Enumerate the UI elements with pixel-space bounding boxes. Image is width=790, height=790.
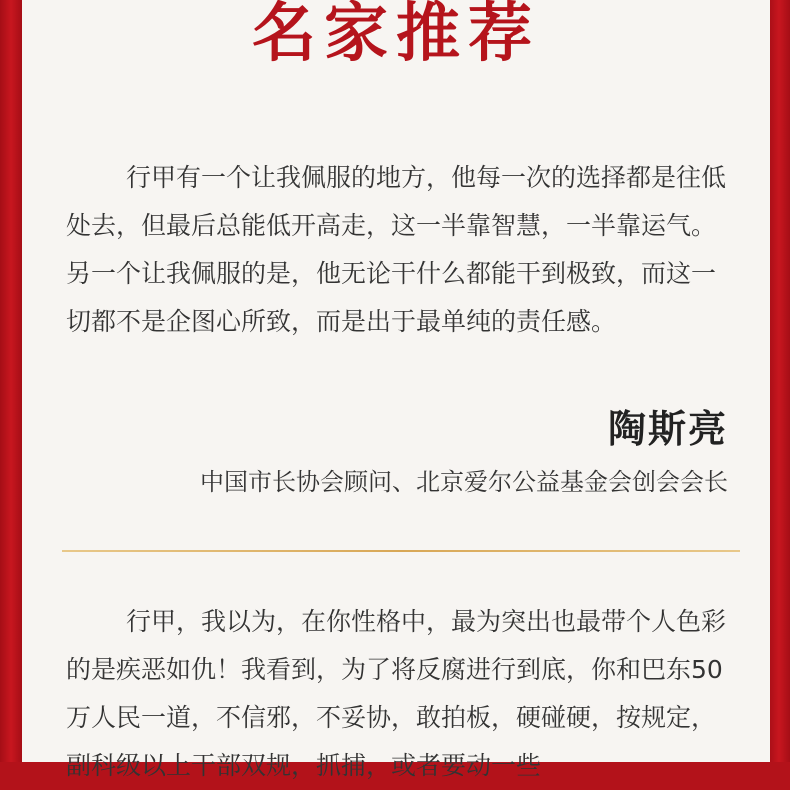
quote-1-author: 陶斯亮	[607, 406, 728, 451]
quote-1-text: 行甲有一个让我佩服的地方，他每一次的选择都是往低处去，但最后总能低开高走，这一半靠智慧，一半靠运气。另一个让我佩服的是，他无论干什么都能干到极致，而这一切都不是企图心所致，而是出于最单纯的责任感。	[66, 163, 727, 336]
right-frame	[768, 0, 790, 762]
page-heading: 名家推荐	[252, 0, 540, 71]
section-divider	[62, 550, 740, 552]
quote-1-author-title: 中国市长协会顾问、北京爱尔公益基金会创会会长	[200, 468, 728, 496]
quote-2-text: 行甲，我以为，在你性格中，最为突出也最带个人色彩的是疾恶如仇！我看到，为了将反腐进行到底，你和巴东50万人民一道，不信邪，不妥协，敢拍板，硬碰硬，按规定，副科级以上干部双规，抓捕，或者要动一些	[66, 607, 727, 780]
content-panel	[22, 0, 770, 780]
left-frame	[0, 0, 22, 762]
